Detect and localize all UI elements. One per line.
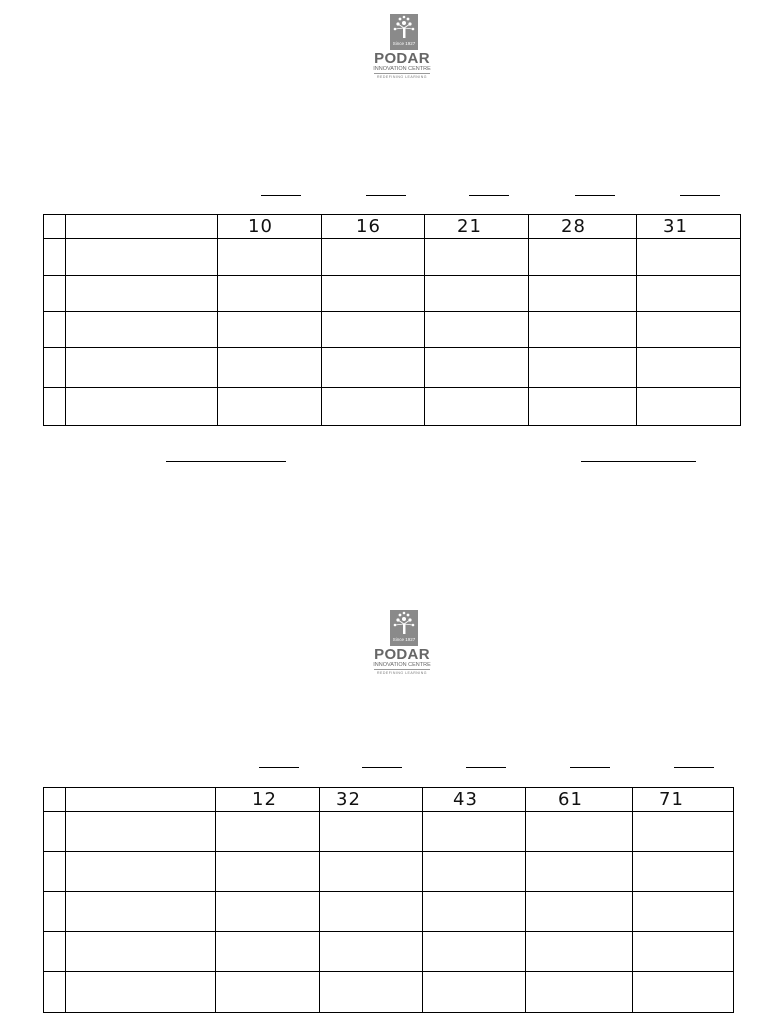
table-cell — [322, 276, 425, 312]
table-cell — [216, 972, 320, 1013]
table-cell — [529, 276, 637, 312]
table-cell — [633, 852, 734, 892]
header-cell — [637, 215, 741, 239]
table-cell — [425, 312, 529, 348]
table-cell — [526, 812, 633, 852]
table-cell — [322, 388, 425, 426]
header-cell — [633, 788, 734, 812]
table-cell — [44, 892, 66, 932]
table-cell — [529, 348, 637, 388]
blank-line — [581, 461, 696, 462]
header-cell — [526, 788, 633, 812]
table-cell — [637, 276, 741, 312]
blank-line — [570, 767, 610, 768]
table-cell — [66, 348, 218, 388]
header-cell — [423, 788, 526, 812]
table-cell — [529, 388, 637, 426]
table-cell — [66, 388, 218, 426]
header-cell — [320, 788, 423, 812]
table-cell — [66, 276, 218, 312]
handwritten-number: 21 — [457, 215, 482, 237]
table-cell — [44, 348, 66, 388]
blank-line — [259, 767, 299, 768]
table-cell — [423, 932, 526, 972]
header-cell — [216, 788, 320, 812]
table-cell — [44, 972, 66, 1013]
worksheet-table — [43, 787, 734, 1013]
table-cell — [216, 812, 320, 852]
table-cell — [633, 972, 734, 1013]
table-header-row — [44, 215, 741, 239]
table-header-row — [44, 788, 734, 812]
table-cell — [320, 972, 423, 1013]
table-cell — [322, 348, 425, 388]
handwritten-number: 71 — [659, 788, 684, 810]
blank-line — [575, 195, 615, 196]
table-cell — [44, 812, 66, 852]
handwritten-number: 28 — [561, 215, 586, 237]
table-row — [44, 892, 734, 932]
table-cell — [218, 312, 322, 348]
handwritten-number: 32 — [336, 788, 361, 810]
handwritten-number: 31 — [663, 215, 688, 237]
logo-divider — [374, 669, 430, 670]
table-cell — [216, 892, 320, 932]
table-row — [44, 812, 734, 852]
table-row — [44, 852, 734, 892]
table-row — [44, 348, 741, 388]
logo-subtitle: INNOVATION CENTRE — [373, 66, 431, 72]
table-cell — [526, 852, 633, 892]
table-cell — [633, 892, 734, 932]
school-logo — [366, 610, 438, 676]
logo-since-text: Since 1927 — [392, 637, 416, 642]
header-cell — [529, 215, 637, 239]
table-cell — [633, 932, 734, 972]
table-cell — [423, 972, 526, 1013]
table-cell — [637, 239, 741, 276]
logo-divider — [374, 73, 430, 74]
table-cell — [66, 972, 216, 1013]
blank-line — [674, 767, 714, 768]
table-cell — [44, 788, 66, 812]
table-row — [44, 276, 741, 312]
blank-line — [680, 195, 720, 196]
table-cell — [66, 312, 218, 348]
logo-tagline: REDEFINING LEARNING — [377, 671, 427, 675]
table-cell — [66, 892, 216, 932]
blank-line — [261, 195, 301, 196]
table-cell — [44, 388, 66, 426]
table-cell — [423, 852, 526, 892]
table-cell — [44, 932, 66, 972]
table-cell — [425, 348, 529, 388]
table-cell — [320, 852, 423, 892]
handwritten-number: 12 — [252, 788, 277, 810]
tree-emblem-icon — [390, 610, 418, 646]
table-cell — [526, 892, 633, 932]
blank-line — [166, 461, 286, 462]
header-cell — [218, 215, 322, 239]
blank-line — [469, 195, 509, 196]
table-cell — [66, 932, 216, 972]
logo-tagline: REDEFINING LEARNING — [377, 75, 427, 79]
school-logo — [366, 14, 438, 80]
table-cell — [66, 239, 218, 276]
table-cell — [218, 276, 322, 312]
table-cell — [66, 812, 216, 852]
table-cell — [44, 276, 66, 312]
blank-line — [366, 195, 406, 196]
blank-line — [362, 767, 402, 768]
table-cell — [320, 932, 423, 972]
table-cell — [637, 312, 741, 348]
logo-since-text: Since 1927 — [392, 41, 416, 46]
blank-line — [466, 767, 506, 768]
table-row — [44, 388, 741, 426]
table-cell — [218, 348, 322, 388]
table-cell — [44, 239, 66, 276]
table-cell — [425, 239, 529, 276]
table-cell — [529, 239, 637, 276]
table-cell — [322, 239, 425, 276]
table-cell — [637, 388, 741, 426]
logo-name: PODAR — [374, 50, 430, 67]
table-cell — [425, 388, 529, 426]
table-cell — [529, 312, 637, 348]
table-cell — [44, 215, 66, 239]
handwritten-number: 16 — [356, 215, 381, 237]
table-cell — [44, 852, 66, 892]
table-cell — [218, 388, 322, 426]
handwritten-number: 43 — [453, 788, 478, 810]
table-cell — [425, 276, 529, 312]
table-row — [44, 239, 741, 276]
header-cell — [425, 215, 529, 239]
table-cell — [66, 215, 218, 239]
table-cell — [66, 788, 216, 812]
handwritten-number: 10 — [248, 215, 273, 237]
header-cell — [322, 215, 425, 239]
worksheet-table — [43, 214, 741, 426]
table-cell — [633, 812, 734, 852]
logo-subtitle: INNOVATION CENTRE — [373, 662, 431, 668]
table-cell — [44, 312, 66, 348]
table-cell — [526, 972, 633, 1013]
table-row — [44, 312, 741, 348]
table-row — [44, 972, 734, 1013]
tree-emblem-icon — [390, 14, 418, 50]
table-cell — [423, 892, 526, 932]
table-cell — [423, 812, 526, 852]
table-cell — [216, 932, 320, 972]
logo-name: PODAR — [374, 646, 430, 663]
table-cell — [66, 852, 216, 892]
table-cell — [320, 892, 423, 932]
table-cell — [322, 312, 425, 348]
table-row — [44, 932, 734, 972]
table-cell — [218, 239, 322, 276]
table-cell — [637, 348, 741, 388]
handwritten-number: 61 — [558, 788, 583, 810]
table-cell — [526, 932, 633, 972]
table-cell — [320, 812, 423, 852]
table-cell — [216, 852, 320, 892]
